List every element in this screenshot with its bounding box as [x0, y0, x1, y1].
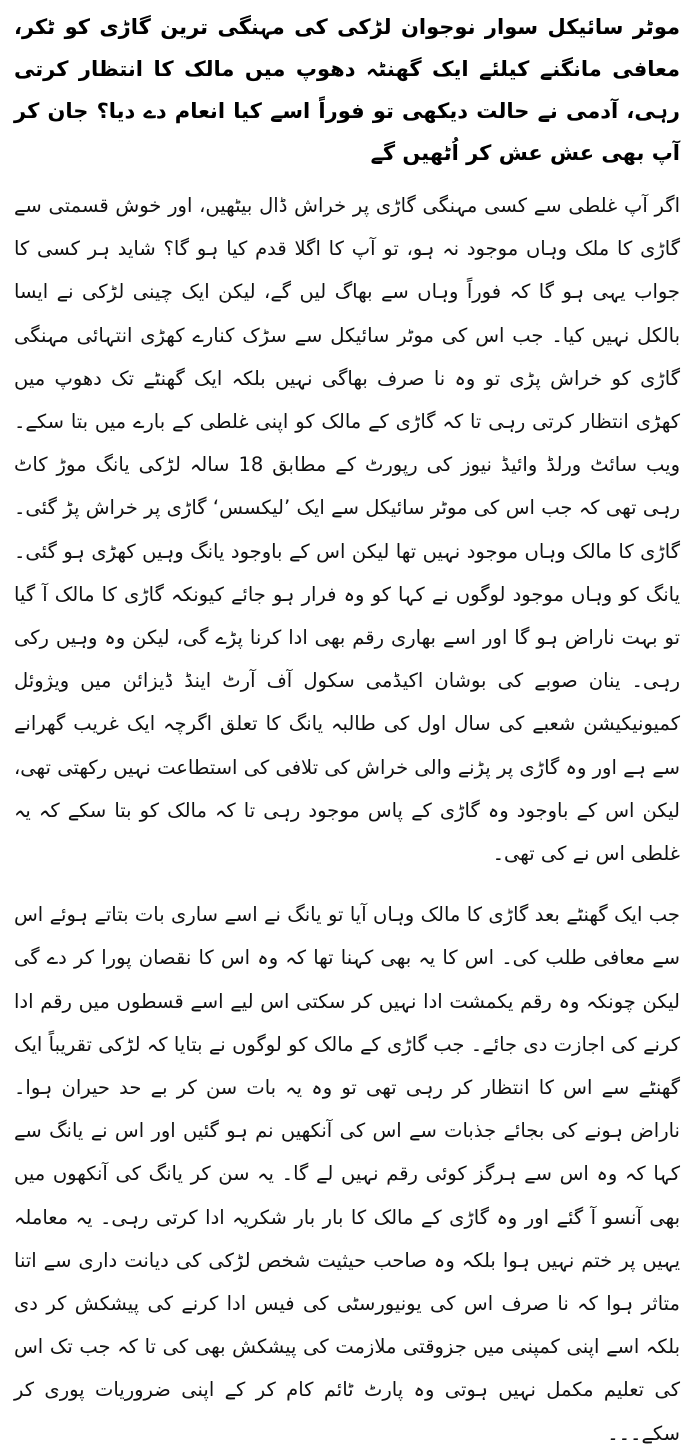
article-headline: موٹر سائیکل سوار نوجوان لڑکی کی مہنگی ترین گاڑی کو ٹکر، معافی مانگنے کیلئے ایک گھنٹہ دھوپ میں مالک کا انتظار کرتی رہی، آدمی نے حالت دیکھی تو فوراً اسے کیا انعام دے دیا؟ جان کر آپ بھی عش عش کر اُٹھیں گے — [14, 15, 680, 165]
article-paragraph-1: اگر آپ غلطی سے کسی مہنگی گاڑی پر خراش ڈال بیٹھیں، اور خوش قسمتی سے گاڑی کا ملک وہاں موجود نہ ہو، تو آپ کا اگلا قدم کیا ہو گا؟ شاید ہر کسی کا جواب یہی ہو گا کہ فوراً وہاں سے بھاگ لیں گے، لیکن ایک چینی لڑکی نے ایسا بالکل نہیں کیا۔ جب اس کی موٹر سائیکل سے سڑک کنارے کھڑی انتہائی مہنگی گاڑی کو خراش پڑی تو وہ نا صرف بھاگی نہیں بلکہ ایک گھنٹے تک دھوپ میں کھڑی انتظار کرتی رہی تا کہ گاڑی کے مالک کو اپنی غلطی کے بارے میں بتا سکے۔ ویب سائٹ ورلڈ وائیڈ نیوز کی رپورٹ کے مطابق 18 سالہ لڑکی یانگ موڑ کاٹ رہی تھی کہ جب اس کی موٹر سائیکل سے ایک ’لیکسس‘ گاڑی پر خراش پڑ گئی۔ گاڑی کا مالک وہاں موجود نہیں تھا لیکن اس کے باوجود یانگ وہیں کھڑی ہو گئی۔ یانگ کو وہاں موجود لوگوں نے کہا کو وہ فرار ہو جائے کیونکہ گاڑی کا مالک آ گیا تو بہت ناراض ہو گا اور اسے بھاری رقم بھی ادا کرنا پڑے گی، لیکن وہ وہیں رکی رہی۔ ینان صوبے کی بوشان اکیڈمی سکول آف آرٹ اینڈ ڈیزائن میں ویژوئل کمیونیکیشن شعبے کی سال اول کی طالبہ یانگ کا تعلق اگرچہ ایک غریب گھرانے سے ہے اور وہ گاڑی پر پڑنے والی خراش کی تلافی کی استطاعت نہیں رکھتی تھی، لیکن اس کے باوجود وہ گاڑی کے پاس موجود رہی تا کہ مالک کو بتا سکے کہ یہ غلطی اس نے کی تھی۔ — [14, 194, 680, 866]
article-paragraph-2: جب ایک گھنٹے بعد گاڑی کا مالک وہاں آیا تو یانگ نے اسے ساری بات بتاتے ہوئے اس سے معافی طلب کی۔ اس کا یہ بھی کہنا تھا کہ وہ اس کا نقصان پورا کر دے گی لیکن چونکہ وہ رقم یکمشت ادا نہیں کر سکتی اس لیے اسے قسطوں میں رقم ادا کرنے کی اجازت دی جائے۔ جب گاڑی کے مالک کو لوگوں نے بتایا کہ لڑکی تقریباً ایک گھنٹے سے اس کا انتظار کر رہی تھی تو وہ یہ بات سن کر بے حد حیران ہوا۔ ناراض ہونے کی بجائے جذبات سے اس کی آنکھیں نم ہو گئیں اور اس نے یانگ سے کہا کہ وہ اس سے ہرگز کوئی رقم نہیں لے گا۔ یہ سن کر یانگ کی آنکھوں میں بھی آنسو آ گئے اور وہ گاڑی کے مالک کا بار بار شکریہ ادا کرتی رہی۔ یہ معاملہ یہیں پر ختم نہیں ہوا بلکہ وہ صاحب حیثیت شخص لڑکی کی دیانت داری سے اتنا متاثر ہوا کہ نا صرف اس کی یونیورسٹی کی فیس ادا کرنے کی پیشکش کر دی بلکہ اسے اپنی کمپنی میں جزوقتی ملازمت کی پیشکش بھی کی تا کہ جب تک اس کی تعلیم مکمل نہیں ہوتی وہ پارٹ ٹائم کام کر کے اپنی ضروریات پوری کر سکے۔۔۔ — [14, 903, 680, 1445]
